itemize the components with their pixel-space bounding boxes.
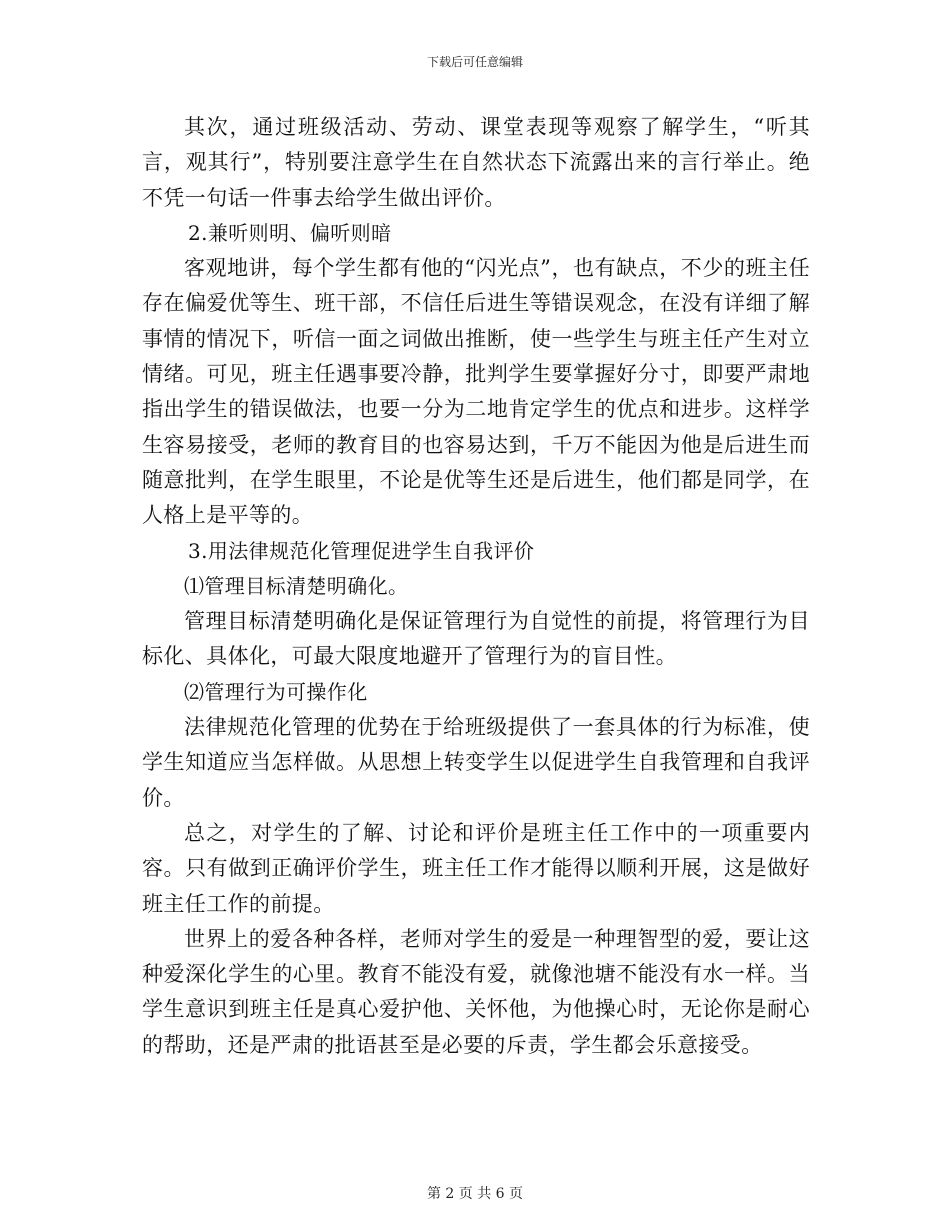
paragraph: 世界上的爱各种各样，老师对学生的爱是一种理智型的爱，要让这种爱深化学生的心里。教育不能没有爱，就像池塘不能没有水一样。当学生意识到班主任是真心爱护他、关怀他，为他操心时，无论你是耐心的帮助，还是严肃的批语甚至是必要的斥责，学生都会乐意接受。 [142,926,810,1057]
paragraph: 其次，通过班级活动、劳动、课堂表现等观察了解学生，“听其言，观其行”，特别要注意学生在自然状态下流露出来的言行举止。绝不凭一句话一件事去给学生做出评价。 [142,115,810,210]
subsection-heading: ⑵管理行为可操作化 [184,679,368,704]
paragraph: 法律规范化管理的优势在于给班级提供了一套具体的行为标准，使学生知道应当怎样做。从思想上转变学生以促进学生自我管理和自我评价。 [142,715,810,810]
page-number-footer: 第 2 页 共 6 页 [426,1186,524,1202]
subsection-heading: ⑴管理目标清楚明确化。 [184,573,409,598]
paragraph: 客观地讲，每个学生都有他的“闪光点”，也有缺点，不少的班主任存在偏爱优等生、班干部，不信任后进生等错误观念，在没有详细了解事情的情况下，听信一面之词做出推断，使一些学生与班主任产生对立情绪。可见，班主任遇事要冷静，批判学生要掌握好分寸，即要严肃地指出学生的错误做法，也要一分为二地肯定学生的优点和进步。这样学生容易接受，老师的教育目的也容易达到，千万不能因为他是后进生而随意批判，在学生眼里，不论是优等生还是后进生，他们都是同学，在人格上是平等的。 [142,256,810,528]
page-header-note: 下载后可任意编辑 [426,55,523,69]
paragraph: 总之，对学生的了解、讨论和评价是班主任工作中的一项重要内容。只有做到正确评价学生，班主任工作才能得以顺利开展，这是做好班主任工作的前提。 [142,820,810,916]
section-heading: 2.兼听则明、偏听则暗 [188,220,392,245]
paragraph: 管理目标清楚明确化是保证管理行为自觉性的前提，将管理行为目标化、具体化，可最大限度地避开了管理行为的盲目性。 [142,609,810,669]
document-body [142,110,810,1063]
section-heading: 3.用法律规范化管理促进学生自我评价 [188,538,535,563]
